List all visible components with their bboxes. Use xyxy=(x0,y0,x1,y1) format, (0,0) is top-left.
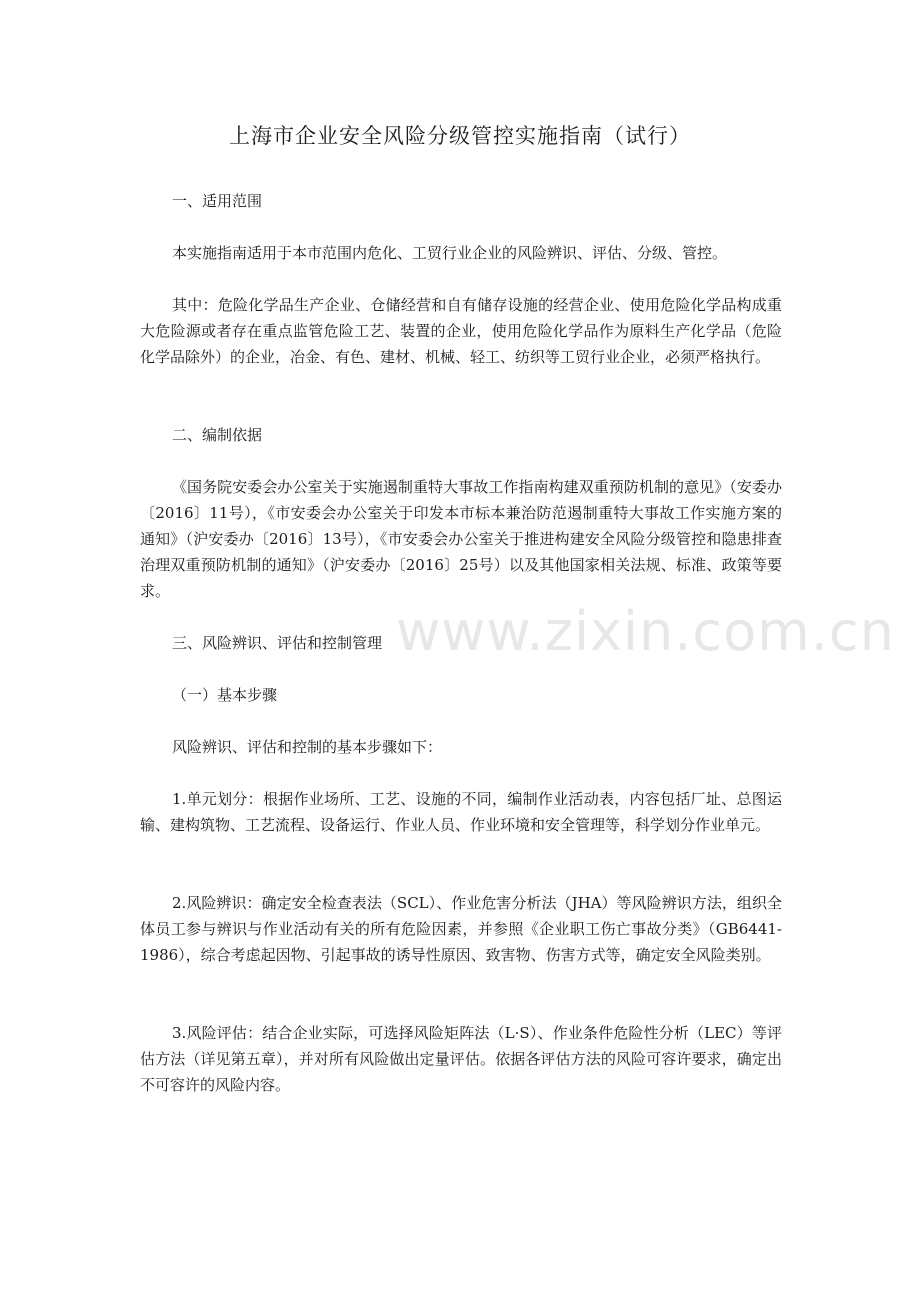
paragraph-basis: 《国务院安委会办公室关于实施遏制重特大事故工作指南构建双重预防机制的意见》（安委办〔2016〕11号），《市安委会办公室关于印发本市标本兼治防范遏制重特大事故工作实施方案的通知》（沪安委办〔2016〕13号），《市安委会办公室关于推进构建安全风险分级管控和隐患排查治理双重预防机制的通知》（沪安委办〔2016〕25号）以及其他国家相关法规、标准、政策等要求。 xyxy=(140,478,782,600)
section-heading-scope: 一、适用范围 xyxy=(172,192,263,210)
paragraph-scope-detail: 其中：危险化学品生产企业、仓储经营和自有储存设施的经营企业、使用危险化学品构成重大危险源或者存在重点监管危险工艺、装置的企业，使用危险化学品作为原料生产化学品（危险化学品除外）的企业，冶金、有色、建材、机械、轻工、纺织等工贸行业企业，必须严格执行。 xyxy=(140,296,782,366)
section-heading-basis: 二、编制依据 xyxy=(172,426,263,444)
document-title: 上海市企业安全风险分级管控实施指南（试行） xyxy=(229,124,691,148)
section-heading-risk-management: 三、风险辨识、评估和控制管理 xyxy=(172,634,383,652)
paragraph-step-2: 2.风险辨识：确定安全检查表法（SCL）、作业危害分析法（JHA）等风险辨识方法，组织全体员工参与辨识与作业活动有关的所有危险因素，并参照《企业职工伤亡事故分类》（GB6441-1986），综合考虑起因物、引起事故的诱导性原因、致害物、伤害方式等，确定安全风险类别。 xyxy=(140,894,782,964)
subsection-heading-basic-steps: （一）基本步骤 xyxy=(172,686,278,704)
paragraph-steps-intro: 风险辨识、评估和控制的基本步骤如下： xyxy=(172,738,443,756)
paragraph-scope: 本实施指南适用于本市范围内危化、工贸行业企业的风险辨识、评估、分级、管控。 xyxy=(172,244,728,262)
paragraph-step-3: 3.风险评估：结合企业实际，可选择风险矩阵法（L·S）、作业条件危险性分析（LEC）等评估方法（详见第五章），并对所有风险做出定量评估。依据各评估方法的风险可容许要求，确定出不可容许的风险内容。 xyxy=(140,1024,782,1094)
watermark: www.zixin.com.cn xyxy=(396,600,895,663)
paragraph-step-1: 1.单元划分：根据作业场所、工艺、设施的不同，编制作业活动表，内容包括厂址、总图运输、建构筑物、工艺流程、设备运行、作业人员、作业环境和安全管理等，科学划分作业单元。 xyxy=(140,790,782,834)
